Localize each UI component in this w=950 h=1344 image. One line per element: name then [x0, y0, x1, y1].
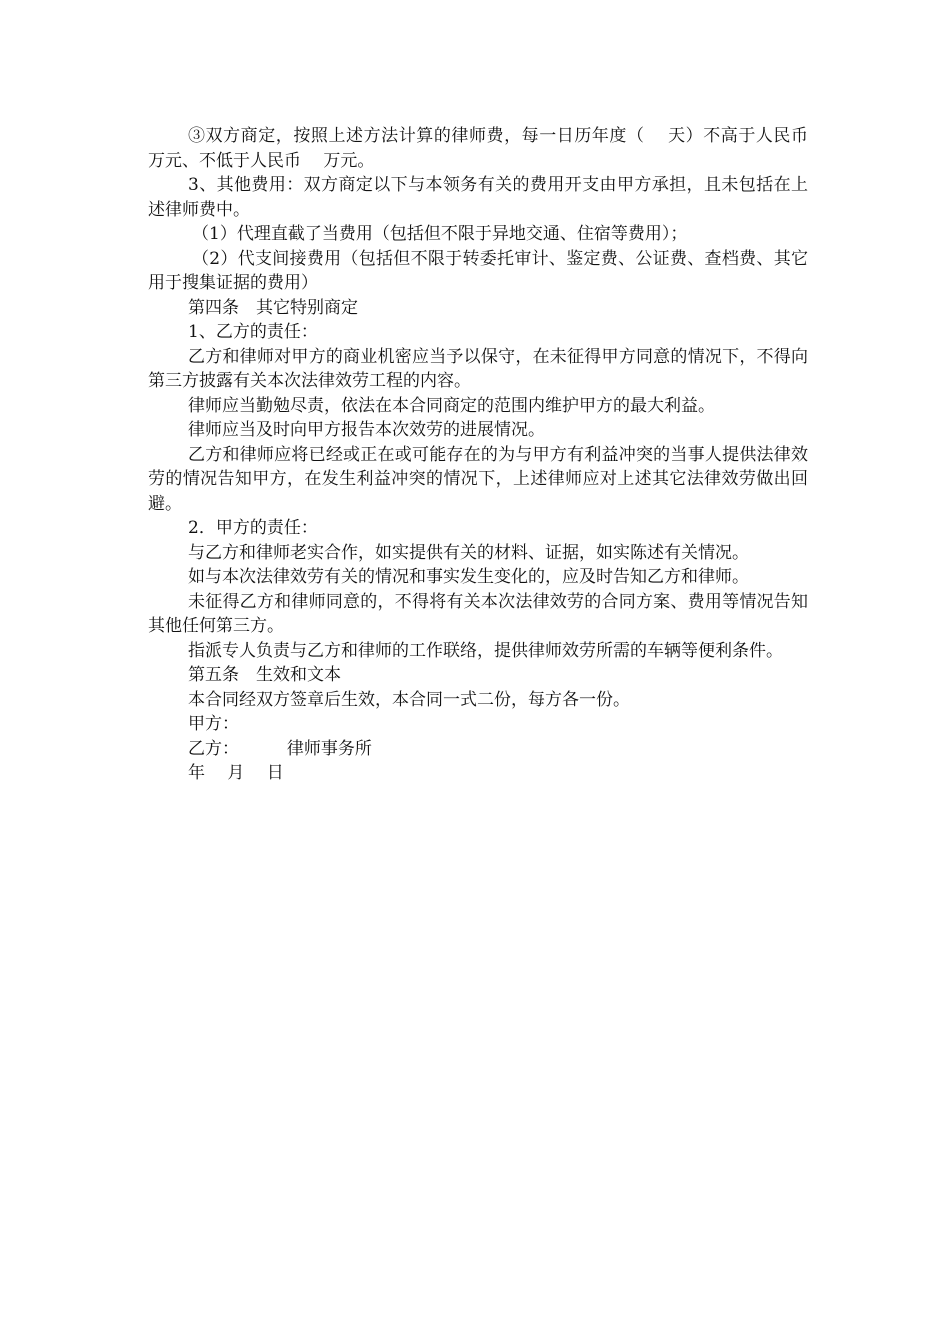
paragraph-indirect-fees: （2）代支间接费用（包括但不限于转委托审计、鉴定费、公证费、查档费、其它用于搜集证据的费用） — [148, 248, 808, 293]
paragraph-other-fees: 3、其他费用：双方商定以下与本领务有关的费用开支由甲方承担，且未包括在上述律师费中。 — [148, 175, 808, 220]
heading-party-b-duties: 1、乙方的责任： — [188, 322, 318, 342]
paragraph-notify-changes: 如与本次法律效劳有关的情况和事实发生变化的，应及时告知乙方和律师。 — [188, 567, 749, 587]
signature-party-b: 乙方： 律师事务所 — [188, 738, 372, 759]
heading-article-five: 第五条 生效和文本 — [188, 665, 341, 685]
heading-article-four: 第四条 其它特别商定 — [188, 297, 358, 318]
signature-date: 年 月 日 — [188, 763, 284, 783]
heading-party-a-duties: 2．甲方的责任： — [188, 518, 318, 538]
paragraph-cooperation: 与乙方和律师老实合作，如实提供有关的材料、证据，如实陈述有关情况。 — [188, 542, 749, 563]
paragraph-progress-report: 律师应当及时向甲方报告本次效劳的进展情况。 — [188, 420, 545, 440]
paragraph-effectiveness: 本合同经双方签章后生效，本合同一式二份，每方各一份。 — [188, 689, 630, 710]
paragraph-non-disclosure: 未征得乙方和律师同意的，不得将有关本次法律效劳的合同方案、费用等情况告知其他任何第三方。 — [148, 591, 808, 636]
paragraph-direct-fees: （1）代理直截了当费用（包括但不限于异地交通、住宿等费用）； — [192, 224, 688, 244]
paragraph-confidentiality: 乙方和律师对甲方的商业机密应当予以保守，在未征得甲方同意的情况下，不得向第三方披露有关本次法律效劳工程的内容。 — [148, 346, 808, 391]
paragraph-conflict-of-interest: 乙方和律师应将已经或正在或可能存在的为与甲方有利益冲突的当事人提供法律效劳的情况告知甲方，在发生利益冲突的情况下，上述律师应对上述其它法律效劳做出回避。 — [148, 444, 808, 514]
document-body — [148, 124, 831, 786]
paragraph-diligence: 律师应当勤勉尽责，依法在本合同商定的范围内维护甲方的最大利益。 — [188, 395, 715, 416]
signature-party-a: 甲方： — [188, 714, 239, 734]
paragraph-fee-cap: ③双方商定，按照上述方法计算的律师费，每一日历年度（ 天）不高于人民币 万元、不低于人民币 万元。 — [148, 126, 831, 171]
paragraph-liaison: 指派专人负责与乙方和律师的工作联络，提供律师效劳所需的车辆等便利条件。 — [188, 640, 783, 661]
